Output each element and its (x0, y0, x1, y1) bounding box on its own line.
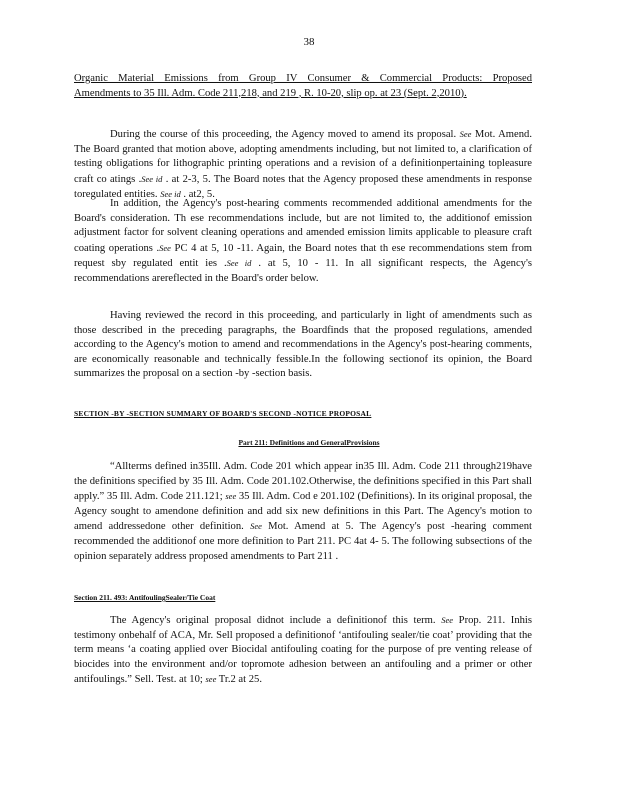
text-run: PC 4 at 5, 10 -11. Again, the Board notes that th ese recommendations stem from request sby regulated entit ies . (74, 242, 532, 270)
heading-section-211-493: Section 211. 493: AntifoulingSealer/Tie Coat (74, 593, 216, 602)
paragraph-definitions (74, 460, 532, 564)
text-run: . at 5, 10 - 11. In all significant respects, the Agency's recommendations arereflected in the Board's order below. (74, 258, 532, 284)
heading-part-211: Part 211: Definitions and GeneralProvisions (238, 438, 380, 447)
text-run: Prop. 211. Inhis testimony onbehalf of ACA, Mr. Sell proposed a definitionof ‘antifouling sealer/tie coat’ providing that the term means ‘a coating applied over Biocidal antifouling coating for the purpose of pre venting release of biocides into the environment and/or topromote adhesion between an antifouling and a primer or other antifoulings.” Sell. Test. at 10; (74, 615, 532, 686)
text-run: Mot. Amend at 5. The Agency's post -hearing comment recommended the additionof one more definition to Part 211. PC 4at 4- 5. The following subsections of the opinion separately address proposed amendments to Part 211 . (74, 521, 532, 562)
paragraph-board-findings (74, 309, 532, 382)
citation-line-1: Organic Material Emissions from Group IV Consumer & Commercial Products: Proposed (74, 73, 532, 84)
signal-see: See id (226, 258, 252, 269)
heading-section-summary: SECTION -BY -SECTION SUMMARY OF BOARD'S SECOND -NOTICE PROPOSAL (74, 409, 372, 418)
text-run: During the course of this proceeding, the Agency moved to amend its proposal. (110, 129, 460, 140)
text-run: . at 2-3, 5. The Board notes that the Agency proposed these amendments in response toregulated entities. (74, 173, 532, 201)
text-run: “Allterms defined in35Ill. Adm. Code 201 which appear in35 Ill. Adm. Code 211 through219have the definitions specified by 35 Ill. Adm. Code 201.102.Otherwise, the definitions specified in this Part shall apply.” 35 Ill. Adm. Code 211.121; (74, 461, 532, 503)
signal-see: see (225, 491, 237, 502)
paragraph-antifouling (74, 613, 532, 688)
text-run: 35 Ill. Adm. Cod e 201.102 (Definitions). In its original proposal, the Agency sought to amendone definition and add six new definitions in this Part. The Agency's motion to amend addressedone other definition. (74, 491, 532, 533)
signal-see: See (441, 615, 454, 625)
citation (74, 72, 532, 101)
text-run: . at2, 5. (180, 189, 215, 201)
signal-see: see (205, 674, 217, 685)
text-run: In addition, the Agency's post-hearing comments recommended additional amendments for the Board's consideration. Th ese recommendations include, but are not limited to, the additionof emission adjustment factor for solvent cleaning operations and amended emission limits applicable to pleasure craft coating operations . (74, 198, 532, 254)
signal-see: See id (160, 189, 181, 200)
text-run: Tr.2 at 25. (216, 674, 262, 686)
text-run: The Agency's original proposal didnot include a definitionof this term. (110, 615, 442, 626)
paragraph-agency-motion (74, 127, 532, 203)
page-number: 38 (303, 36, 315, 48)
signal-see: See (459, 129, 472, 139)
signal-see: See id (141, 173, 163, 184)
signal-see: See (250, 521, 262, 532)
paragraph-post-hearing (74, 197, 532, 287)
text-run: Having reviewed the record in this proceeding, and particularly in light of amendments such as those described in the preceding paragraphs, the Boardfinds that the proposed regulations, amended according to the Agency's motion to amend and recommendations in the Agency's post-hearing comments, are economically reasonable and technically fessible.In the following sectionof its opinion, the Board summarizes the proposal on a section -by -section basis. (74, 310, 532, 380)
signal-see: See (159, 242, 171, 253)
citation-line-2: Amendments to 35 Ill. Adm. Code 211,218, and 219 , R. 10-20, slip op. at 23 (Sept. 2,2010). (74, 87, 467, 99)
text-run: Mot. Amend. The Board granted that motion above, adopting amendments including, but not limited to, a clarification of testing obligations for lithographic printing operations and a revision of a definitionpertaining topleasure craft co atings . (74, 129, 532, 185)
